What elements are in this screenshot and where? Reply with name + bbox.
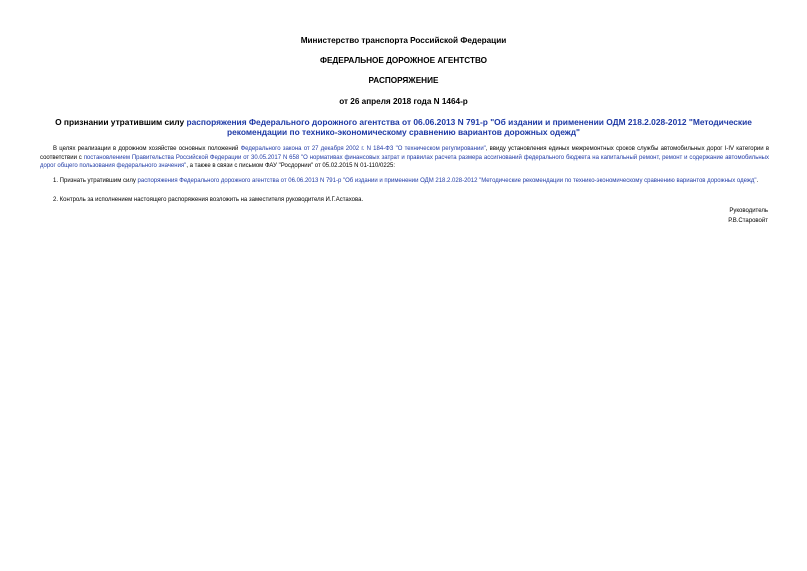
document-type-heading: РАСПОРЯЖЕНИЕ: [368, 76, 439, 85]
preamble-text-3: , а также в связи с письмом ФАУ "Росдорнии" от 05.02.2015 N 01-110/0225:: [186, 163, 396, 170]
clause-1: [40, 177, 769, 186]
preamble-paragraph: [40, 145, 769, 171]
federal-law-link[interactable]: Федерального закона от 27 декабря 2002 г. N 184-ФЗ "О техническом регулировании": [240, 146, 486, 152]
clause-2: [40, 196, 769, 205]
document-title: [40, 117, 767, 137]
title-link[interactable]: распоряжения Федерального дорожного агентства от 06.06.2013 N 791-р "Об издании и применении ОДМ 218.2.028-2012 "Методические рекомендации по технико-экономическому сравнению вариантов дорожных одежд": [186, 117, 752, 137]
signatory-name: Р.В.Старовойт: [728, 217, 768, 224]
preamble-text-1: В целях реализации в дорожном хозяйстве основных положений: [53, 146, 241, 152]
document-date-number: от 26 апреля 2018 года N 1464-р: [339, 97, 468, 106]
signature-block: [600, 207, 768, 226]
signatory-position: Руководитель: [729, 208, 768, 214]
ministry-heading: Министерство транспорта Российской Федерации: [300, 36, 507, 45]
clause-1-text: 1. Признать утратившим силу: [53, 178, 138, 184]
government-decree-link[interactable]: постановлением Правительства Российской Федерации от 30.05.2017 N 658 "О нормативах финансовых затрат и правилах расчета размера ассигнований федерального бюджета на капитальный ремонт, ремонт и содержание автомобильных дорог общего пользования федерального значения": [40, 154, 769, 170]
preamble-text-2: , ввиду установления единых межремонтных сроков службы автомобильных дорог I-IV категории в соответствии с: [40, 146, 770, 161]
agency-heading: ФЕДЕРАЛЬНОЕ ДОРОЖНОЕ АГЕНТСТВО: [319, 56, 488, 65]
title-prefix: О признании утратившим силу: [55, 117, 187, 127]
clause-2-text: 2. Контроль за исполнением настоящего распоряжения возложить на заместителя руководителя И.Г.Астахова.: [53, 197, 364, 203]
clause-1-end: .: [756, 178, 759, 184]
clause-1-link[interactable]: распоряжения Федерального дорожного агентства от 06.06.2013 N 791-р "Об издании и применении ОДМ 218.2.028-2012 "Методические рекомендации по технико-экономическому сравнению вариантов дорожных одежд": [137, 178, 757, 184]
